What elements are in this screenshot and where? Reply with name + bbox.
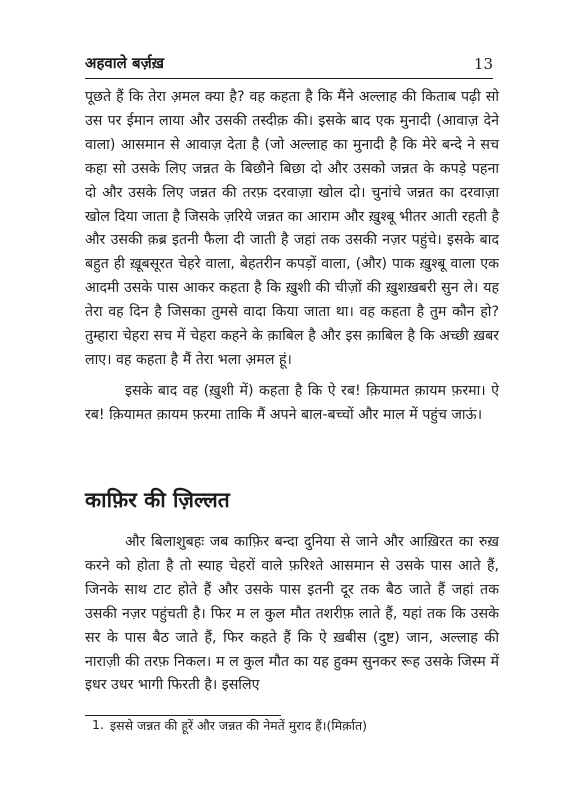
- paragraph: पूछते हैं कि तेरा अ़मल क्या है? वह कहता है कि मैंने अल्लाह की किताब पढ़ी सो उस पर ईमान लाया और उसकी तस्दीक़ की। इसके बाद एक मुनादी (आवाज़ देने वाला) आसमान से आवाज़ देता है (जो अल्लाह का मुनादी है कि मेरे बन्दे ने सच कहा सो उसके लिए जन्नत के बिछौने बिछा दो और उसको जन्नत के कपड़े पहना दो और उसके लिए जन्नत की तरफ़ दरवाज़ा खोल दो। चुनांचे जन्नत का दरवाज़ा खोल दिया जाता है जिसके ज़रिये जन्नत का आराम और ख़ुश्बू भीतर आती रहती है और उसकी क़ब्र इतनी फैला दी जाती है जहां तक उसकी नज़र पहुंचे। इसके बाद बहुत ही ख़ूबसूरत चेहरे वाला, बेहतरीन कपड़ों वाला, (और) पाक ख़ुश्बू वाला एक आदमी उसके पास आकर कहता है कि ख़ुशी की चीज़ों की ख़ुशख़बरी सुन ले। यह तेरा वह दिन है जिसका तुमसे वादा किया जाता था। वह कहता है तुम कौन हो? तुम्हारा चेहरा सच में चेहरा कहने के क़ाबिल है और इस क़ाबिल है कि अच्छी ख़बर लाए। वह कहता है मैं तेरा भला अ़मल हूं।: [85, 89, 499, 368]
- running-title: अहवाले बर्ज़ख़: [85, 54, 165, 72]
- body-text-bottom: [85, 531, 499, 698]
- footnote-marker: 1.: [92, 717, 104, 732]
- footnote-text: इससे जन्नत की हूरें और जन्नत की नेमतें मुराद हैं।(मिर्क़ात): [110, 718, 367, 733]
- footnote: [92, 717, 367, 734]
- paragraph: और बिलाशुबहः जब काफ़िर बन्दा दुनिया से जाने और आख़िरत का रुख़ करने को होता है तो स्याह चेहरों वाले फ़रिश्ते आसमान से उसके पास आते हैं, जिनके साथ टाट होते हैं और उसके पास इतनी दूर तक बैठ जाते हैं जहां तक उसकी नज़र पहुंचती है। फिर म ल कुल मौत तशरीफ़ लाते हैं, यहां तक कि उसके सर के पास बैठ जाते हैं, फिर कहते हैं कि ऐ ख़बीस (दुष्ट) जान, अल्लाह की नाराज़ी की तरफ़ निकल। म ल कुल मौत का यह हुक्म सुनकर रूह उसके जिस्म में इधर उधर भागी फिरती है। इसलिए: [85, 534, 499, 694]
- page-number: 13: [473, 55, 493, 73]
- section-heading: काफ़िर की ज़िल्लत: [85, 488, 230, 512]
- footnote-divider: [85, 715, 281, 716]
- page-header: [85, 48, 493, 79]
- body-text-top: [85, 86, 499, 428]
- paragraph: इसके बाद वह (ख़ुशी में) कहता है कि ऐ रब! क़ियामत क़ायम फ़रमा। ऐ रब! क़ियामत क़ायम फ़रमा ताकि मैं अपने बाल-बच्चों और माल में पहुंच जाऊं।: [85, 382, 499, 423]
